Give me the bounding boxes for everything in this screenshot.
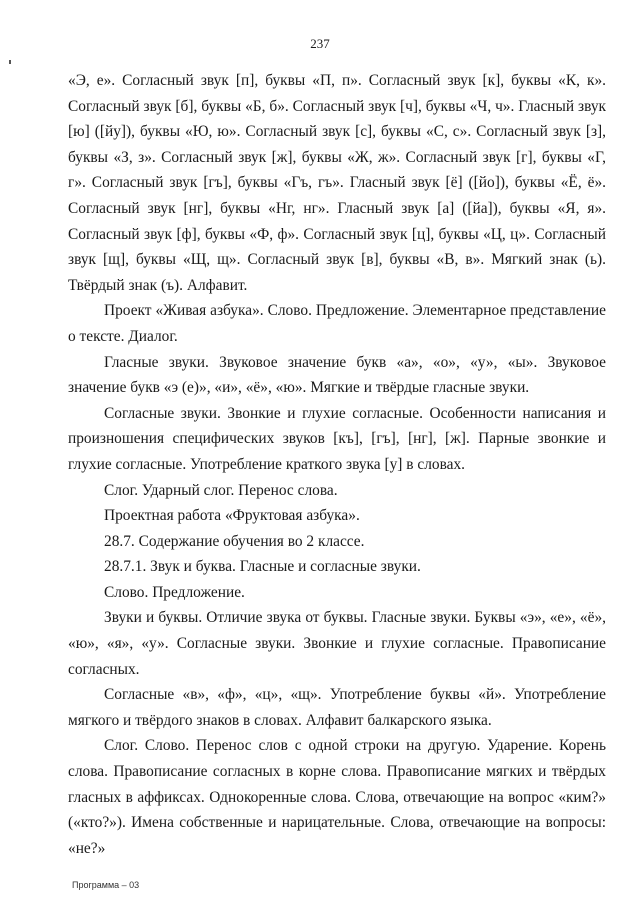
paragraph-sounds-and-letters: Звуки и буквы. Отличие звука от буквы. Гласные звуки. Буквы «э», «е», «ё», «ю», «я», «у». Согласные звуки. Звонкие и глухие согласные. Правописание согласных. bbox=[68, 609, 606, 678]
page-footer: Программа – 03 bbox=[72, 880, 140, 890]
subsection-heading-sound-letter: 28.7.1. Звук и буква. Гласные и согласные звуки. bbox=[104, 558, 421, 576]
paragraph-project-live-alphabet: Проект «Живая азбука». Слово. Предложение. Элементарное представление о тексте. Диалог. bbox=[68, 302, 606, 345]
paragraph-word-sentence: Слово. Предложение. bbox=[104, 583, 245, 601]
paragraph-vowel-sounds: Гласные звуки. Звуковое значение букв «а», «о», «у», «ы». Звуковое значение букв «э (е)», «и», «ё», «ю». Мягкие и твёрдые гласные звуки. bbox=[68, 353, 606, 397]
paragraph-syllable-word-root: Слог. Слово. Перенос слов с одной строки на другую. Ударение. Корень слова. Правописание согласных в корне слова. Правописание мягких и твёрдых гласных в аффиксах. Однокоренные слова. Слова, отвечающие на вопрос «ким?» («кто?»). Имена собственные и нарицательные. Слова, отвечающие на вопросы: «не?» bbox=[68, 737, 606, 857]
section-heading-grade-2: 28.7. Содержание обучения во 2 классе. bbox=[104, 532, 365, 550]
page-number: 237 bbox=[310, 36, 330, 51]
paragraph-alphabet-sounds: «Э, е». Согласный звук [п], буквы «П, п». Согласный звук [к], буквы «К, к». Согласный звук [б], буквы «Б, б». Согласный звук [ч], буквы «Ч, ч». Гласный звук [ю] ([йу]), буквы «Ю, ю». Согласный звук [с], буквы «С, с». Согласный звук [з], буквы «З, з». Согласный звук [ж], буквы «Ж, ж». Согласный звук [г], буквы «Г, г». Согласный звук [гъ], буквы «Гъ, гъ». Гласный звук [ё] ([йо]), буквы «Ё, ё». Согласный звук [нг], буквы «Нг, нг». Гласный звук [а] ([йа]), буквы «Я, я». Согласный звук [ф], буквы «Ф, ф». Согласный звук [ц], буквы «Ц, ц». Согласный звук [щ], буквы «Щ, щ». Согласный звук [в], буквы «В, в». Мягкий знак (ь). Твёрдый знак (ъ). Алфавит. bbox=[68, 72, 606, 294]
paragraph-consonant-sounds: Согласные звуки. Звонкие и глухие согласные. Особенности написания и произношения специфических звуков [къ], [гъ], [нг], [ж]. Парные звонкие и глухие согласные. Употребление краткого звука [у] в словах. bbox=[68, 404, 606, 473]
paragraph-consonants-usage: Согласные «в», «ф», «ц», «щ». Употребление буквы «й». Употребление мягкого и твёрдого знаков в словах. Алфавит балкарского языка. bbox=[68, 686, 606, 729]
paragraph-syllable: Слог. Ударный слог. Перенос слова. bbox=[104, 481, 338, 499]
paragraph-project-fruit-alphabet: Проектная работа «Фруктовая азбука». bbox=[104, 507, 360, 525]
text-body bbox=[68, 68, 606, 861]
scan-margin-mark bbox=[9, 60, 11, 64]
